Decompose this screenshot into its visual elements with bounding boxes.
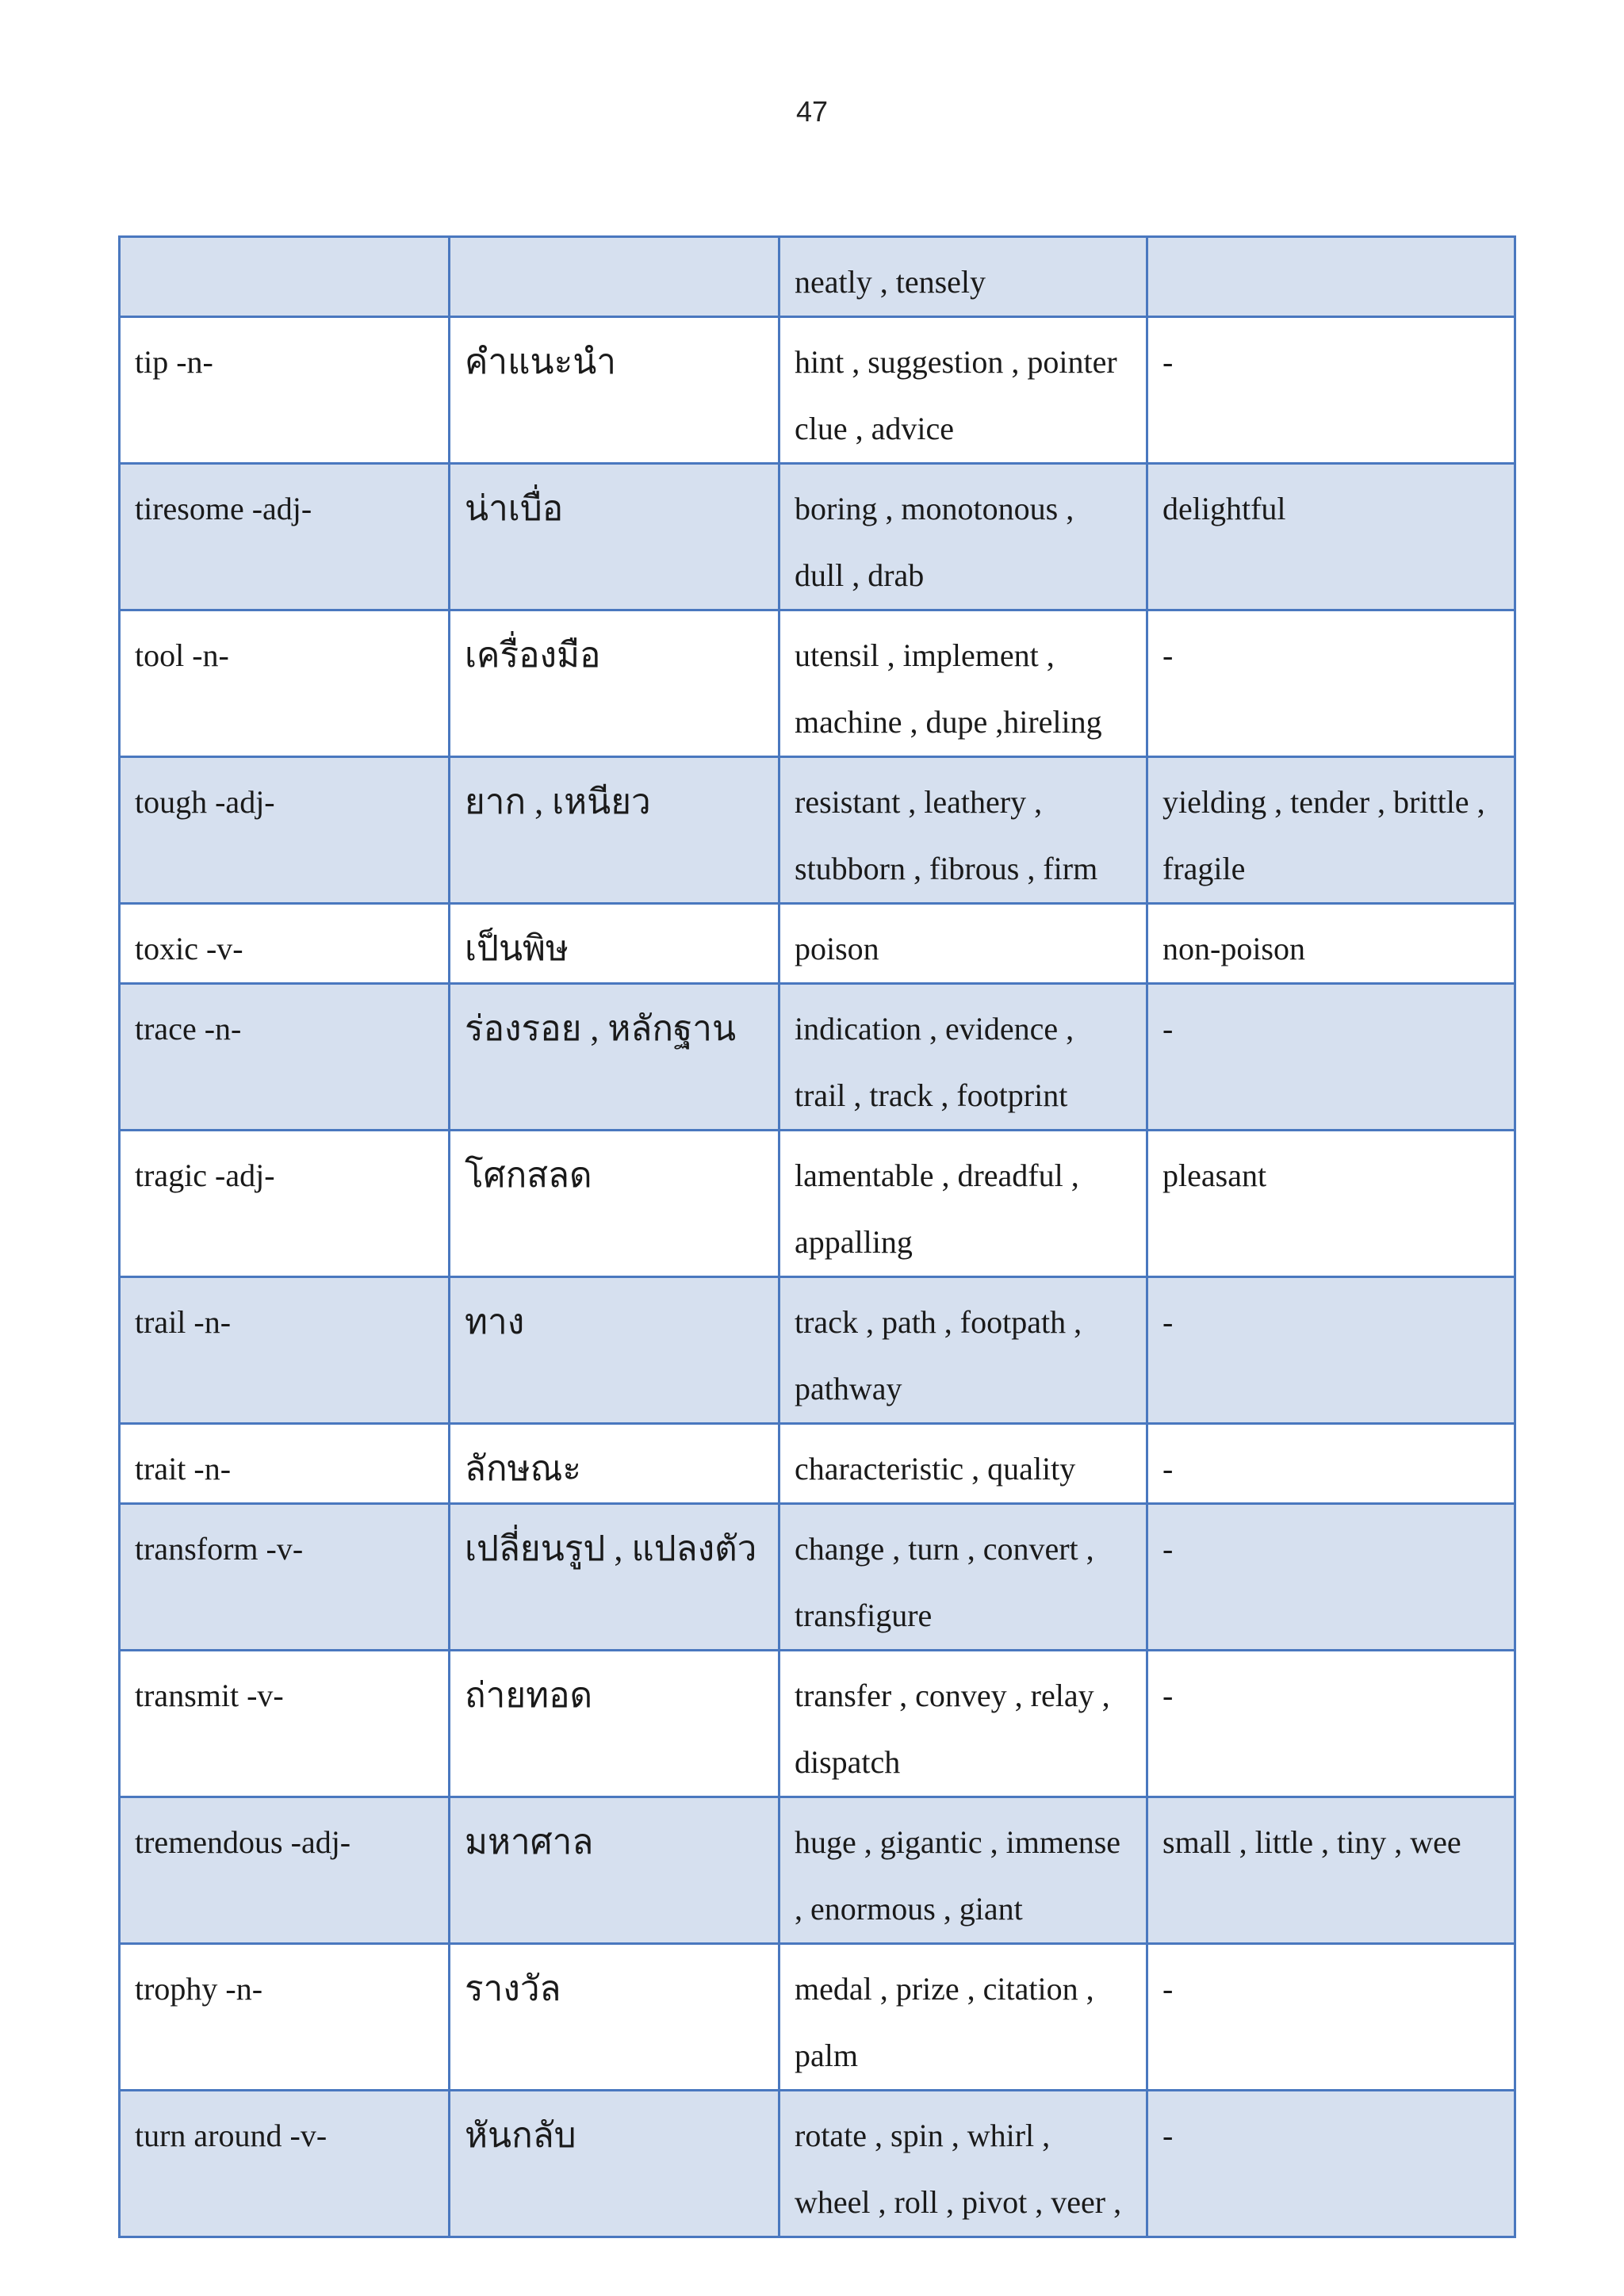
word-cell [120,904,450,984]
word-cell [120,237,450,317]
synonyms-cell [779,237,1147,317]
antonyms-cell [1147,237,1515,317]
synonyms-cell-text: resistant , leathery , [795,784,1043,820]
synonyms-cell-text: indication , evidence , [795,1011,1074,1047]
thai-meaning-cell [450,1944,779,2091]
antonyms-cell-text: - [1162,1304,1174,1340]
thai-meaning-cell [450,1504,779,1651]
synonyms-cell-text: change , turn , convert , [795,1531,1094,1567]
thai-meaning-cell [450,1797,779,1944]
antonyms-cell [1147,757,1515,904]
table-row [120,757,1515,904]
word-cell [120,317,450,464]
thai-meaning-cell [450,610,779,757]
table-row [120,1944,1515,2091]
synonyms-cell-text: lamentable , dreadful , [795,1158,1079,1193]
thai-meaning-cell-text: คำแนะนำ [465,342,616,381]
synonyms-cell-text: palm [795,2038,858,2073]
antonyms-cell [1147,1797,1515,1944]
word-cell-text: turn around -v- [135,2118,327,2153]
word-cell-text: tough -adj- [135,784,275,820]
page-number: 47 [795,95,829,128]
antonyms-cell-text: - [1162,1451,1174,1487]
antonyms-cell-text: yielding , tender , brittle , [1162,784,1485,820]
antonyms-cell-text: non-poison [1162,931,1305,966]
word-cell [120,2091,450,2237]
synonyms-cell-text: dispatch [795,1744,901,1780]
synonyms-cell-text: trail , track , footprint [795,1077,1068,1113]
thai-meaning-cell [450,757,779,904]
synonyms-cell-text: wheel , roll , pivot , veer , [795,2184,1122,2220]
word-cell [120,1797,450,1944]
synonyms-cell-text: poison [795,931,879,966]
antonyms-cell-text: - [1162,2118,1174,2153]
table-row [120,1424,1515,1504]
word-cell-text: tip -n- [135,344,213,380]
word-cell [120,1131,450,1277]
word-cell [120,757,450,904]
synonyms-cell [779,317,1147,464]
word-cell-text: trait -n- [135,1451,232,1487]
table-row [120,464,1515,610]
table-row [120,2091,1515,2237]
thai-meaning-cell-text: น่าเบื่อ [465,489,564,528]
synonyms-cell [779,1651,1147,1797]
word-cell-text: trophy -n- [135,1971,263,2007]
synonyms-cell-text: boring , monotonous , [795,491,1074,526]
synonyms-cell-text: transfer , convey , relay , [795,1678,1110,1713]
table-row [120,1277,1515,1424]
antonyms-cell-text: - [1162,1678,1174,1713]
synonyms-cell-text: , enormous , giant [795,1891,1023,1927]
table-row [120,1651,1515,1797]
word-cell [120,984,450,1131]
synonyms-cell [779,1944,1147,2091]
word-cell [120,1504,450,1651]
thai-meaning-cell-text: เครื่องมือ [465,636,601,675]
synonyms-cell [779,1504,1147,1651]
synonyms-cell-text: machine , dupe ,hireling [795,704,1102,740]
word-cell-text: toxic -v- [135,931,243,966]
thai-meaning-cell [450,1424,779,1504]
thai-meaning-cell-text: รางวัล [465,1969,561,2008]
antonyms-cell-text: delightful [1162,491,1286,526]
antonyms-cell [1147,1424,1515,1504]
antonyms-cell [1147,2091,1515,2237]
synonyms-cell-text: neatly , tensely [795,264,986,300]
table-row [120,1797,1515,1944]
antonyms-cell [1147,317,1515,464]
thai-meaning-cell-text: ทาง [465,1303,525,1341]
synonyms-cell-text: track , path , footpath , [795,1304,1082,1340]
antonyms-cell-text: - [1162,637,1174,673]
table-row [120,1131,1515,1277]
word-cell [120,464,450,610]
antonyms-cell-text: - [1162,1531,1174,1567]
vocabulary-table [118,235,1516,2238]
antonyms-cell [1147,1504,1515,1651]
word-cell-text: tiresome -adj- [135,491,312,526]
thai-meaning-cell [450,1651,779,1797]
word-cell [120,1277,450,1424]
synonyms-cell [779,984,1147,1131]
thai-meaning-cell [450,2091,779,2237]
thai-meaning-cell-text: โศกสลด [465,1156,592,1195]
word-cell-text: transmit -v- [135,1678,284,1713]
synonyms-cell [779,2091,1147,2237]
synonyms-cell-text: clue , advice [795,411,954,446]
synonyms-cell-text: utensil , implement , [795,637,1055,673]
thai-meaning-cell-text: เปลี่ยนรูป , แปลงตัว [465,1529,757,1568]
synonyms-cell-text: pathway [795,1371,902,1406]
synonyms-cell [779,610,1147,757]
synonyms-cell [779,904,1147,984]
word-cell [120,1424,450,1504]
antonyms-cell-text: - [1162,1971,1174,2007]
thai-meaning-cell [450,1277,779,1424]
thai-meaning-cell-text: ยาก , เหนียว [465,783,651,821]
table-row [120,984,1515,1131]
antonyms-cell [1147,1944,1515,2091]
word-cell-text: trail -n- [135,1304,232,1340]
synonyms-cell-text: medal , prize , citation , [795,1971,1094,2007]
synonyms-cell [779,1277,1147,1424]
word-cell [120,610,450,757]
thai-meaning-cell-text: มหาศาล [465,1823,594,1862]
thai-meaning-cell-text: หันกลับ [465,2116,576,2155]
word-cell-text: trace -n- [135,1011,242,1047]
antonyms-cell-text: fragile [1162,851,1246,886]
antonyms-cell-text: small , little , tiny , wee [1162,1824,1461,1860]
synonyms-cell-text: stubborn , fibrous , firm [795,851,1098,886]
synonyms-cell-text: characteristic , quality [795,1451,1076,1487]
table-row [120,610,1515,757]
antonyms-cell [1147,1131,1515,1277]
antonyms-cell [1147,1277,1515,1424]
thai-meaning-cell-text: เป็นพิษ [465,929,569,968]
thai-meaning-cell [450,1131,779,1277]
thai-meaning-cell-text: ลักษณะ [465,1449,582,1488]
synonyms-cell-text: transfigure [795,1598,933,1633]
word-cell [120,1651,450,1797]
thai-meaning-cell-text: ถ่ายทอด [465,1676,593,1715]
synonyms-cell [779,757,1147,904]
thai-meaning-cell-text: ร่องรอย , หลักฐาน [465,1009,737,1048]
synonyms-cell-text: huge , gigantic , immense [795,1824,1121,1860]
table-row [120,237,1515,317]
word-cell-text: tool -n- [135,637,229,673]
synonyms-cell [779,1424,1147,1504]
thai-meaning-cell [450,317,779,464]
word-cell-text: transform -v- [135,1531,304,1567]
thai-meaning-cell [450,984,779,1131]
thai-meaning-cell [450,237,779,317]
synonyms-cell-text: hint , suggestion , pointer [795,344,1117,380]
antonyms-cell [1147,1651,1515,1797]
synonyms-cell [779,1797,1147,1944]
antonyms-cell [1147,610,1515,757]
vocabulary-table-body [120,237,1515,2237]
antonyms-cell-text: - [1162,1011,1174,1047]
antonyms-cell [1147,904,1515,984]
word-cell [120,1944,450,2091]
antonyms-cell-text: - [1162,344,1174,380]
thai-meaning-cell [450,904,779,984]
table-row [120,317,1515,464]
synonyms-cell [779,464,1147,610]
synonyms-cell-text: appalling [795,1224,913,1260]
synonyms-cell-text: rotate , spin , whirl , [795,2118,1051,2153]
antonyms-cell-text: pleasant [1162,1158,1267,1193]
thai-meaning-cell [450,464,779,610]
word-cell-text: tremendous -adj- [135,1824,351,1860]
antonyms-cell [1147,984,1515,1131]
synonyms-cell [779,1131,1147,1277]
word-cell-text: tragic -adj- [135,1158,275,1193]
table-row [120,1504,1515,1651]
antonyms-cell [1147,464,1515,610]
synonyms-cell-text: dull , drab [795,557,925,593]
table-row [120,904,1515,984]
